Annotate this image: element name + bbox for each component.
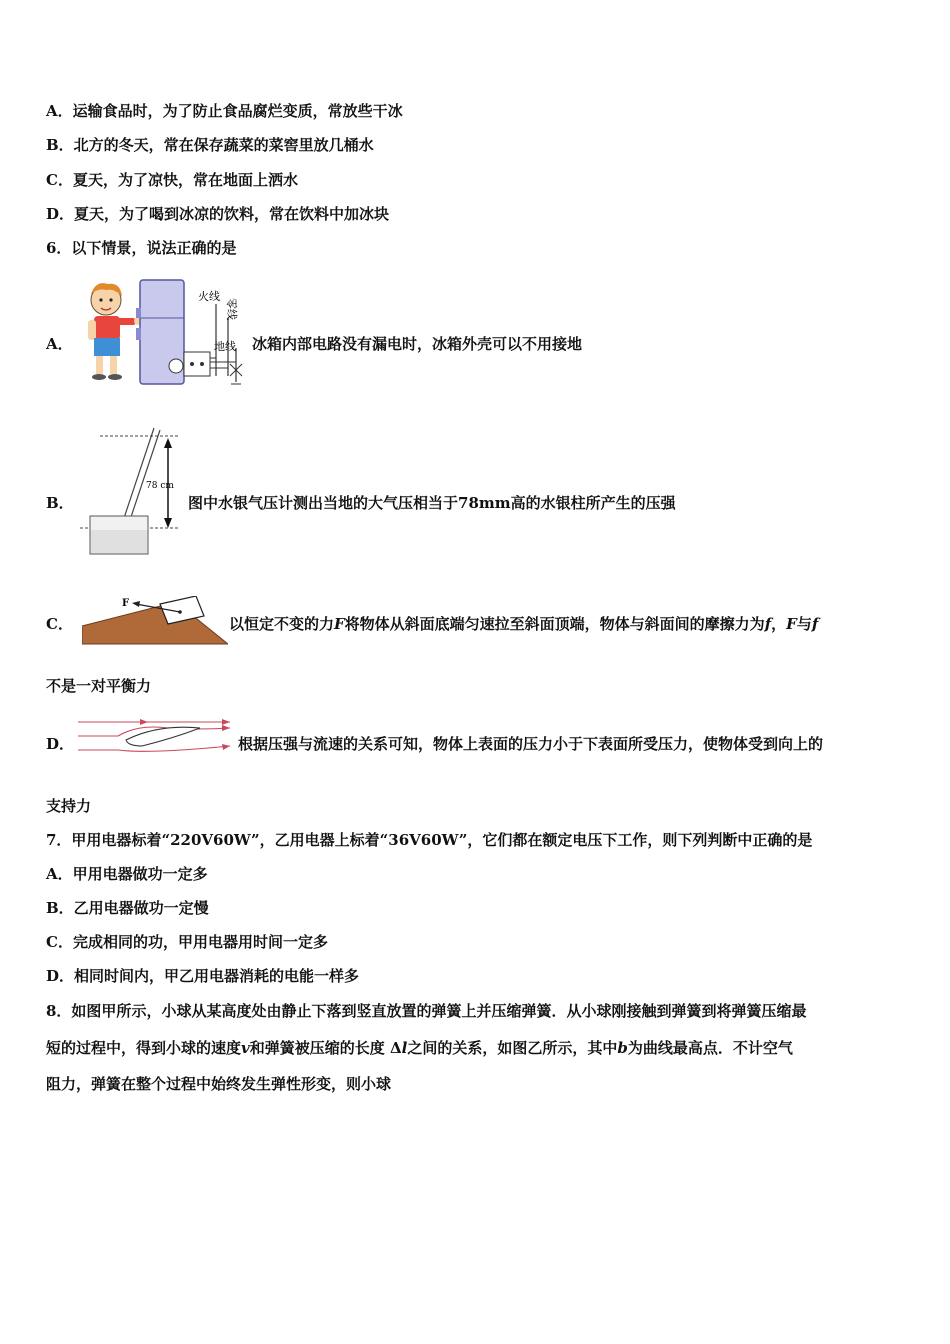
q7-option-d: D．相同时间内，甲乙用电器消耗的电能一样多	[46, 967, 360, 985]
height-label: 78 cm	[146, 481, 174, 491]
zero-wire-label: 零线	[225, 298, 238, 320]
q6-a-text: 冰箱内部电路没有漏电时，冰箱外壳可以不用接地	[252, 335, 583, 353]
q6-d-text: 根据压强与流速的关系可知，物体上表面的压力小于下表面所受压力，使物体受到向上的	[238, 735, 824, 753]
ground-wire-label: 地线	[214, 340, 236, 353]
q6-stem: 6．以下情景，说法正确的是	[46, 239, 237, 257]
q6-d-text-cont: 支持力	[46, 797, 92, 815]
fire-wire-label: 火线	[198, 290, 220, 303]
q7-option-b: B．乙用电器做功一定慢	[46, 899, 209, 917]
q8-line3: 阻力，弹簧在整个过程中始终发生弹性形变，则小球	[46, 1075, 392, 1093]
q7-option-a: A．甲用电器做功一定多	[46, 865, 208, 883]
q8-line2: 短的过程中，得到小球的速度v和弹簧被压缩的长度 Δl之间的关系，如图乙所示，其中b为曲线最高点．不计空气	[46, 1039, 793, 1057]
q6-c-text: 以恒定不变的力F将物体从斜面底端匀速拉至斜面顶端，物体与斜面间的摩擦力为f，F与f	[229, 615, 819, 633]
incline-figure	[82, 596, 228, 646]
q5-option-b: B．北方的冬天，常在保存蔬菜的菜窖里放几桶水	[46, 136, 374, 154]
fridge-figure	[76, 278, 248, 388]
q6-a-label: A．	[46, 335, 73, 353]
q7-stem: 7．甲用电器标着“220V60W”，乙用电器上标着“36V60W”，它们都在额定电压下工作，则下列判断中正确的是	[46, 831, 813, 849]
q7-option-c: C．完成相同的功，甲用电器用时间一定多	[46, 933, 328, 951]
q6-c-text-cont: 不是一对平衡力	[46, 677, 152, 695]
q8-line1: 8．如图甲所示，小球从某高度处由静止下落到竖直放置的弹簧上并压缩弹簧．从小球刚接触到弹簧到将弹簧压缩最	[46, 1002, 807, 1020]
airfoil-figure	[78, 716, 234, 758]
force-label: F	[122, 598, 130, 609]
barometer-figure	[80, 426, 182, 556]
q6-b-label: B．	[46, 494, 74, 512]
q5-option-d: D．夏天，为了喝到冰凉的饮料，常在饮料中加冰块	[46, 205, 390, 223]
q5-option-a: A．运输食品时，为了防止食品腐烂变质，常放些干冰	[46, 102, 403, 120]
q6-d-label: D．	[46, 735, 75, 753]
q5-option-c: C．夏天，为了凉快，常在地面上洒水	[46, 171, 298, 189]
q6-c-label: C．	[46, 615, 73, 633]
q6-b-text: 图中水银气压计测出当地的大气压相当于78mm高的水银柱所产生的压强	[188, 494, 676, 512]
